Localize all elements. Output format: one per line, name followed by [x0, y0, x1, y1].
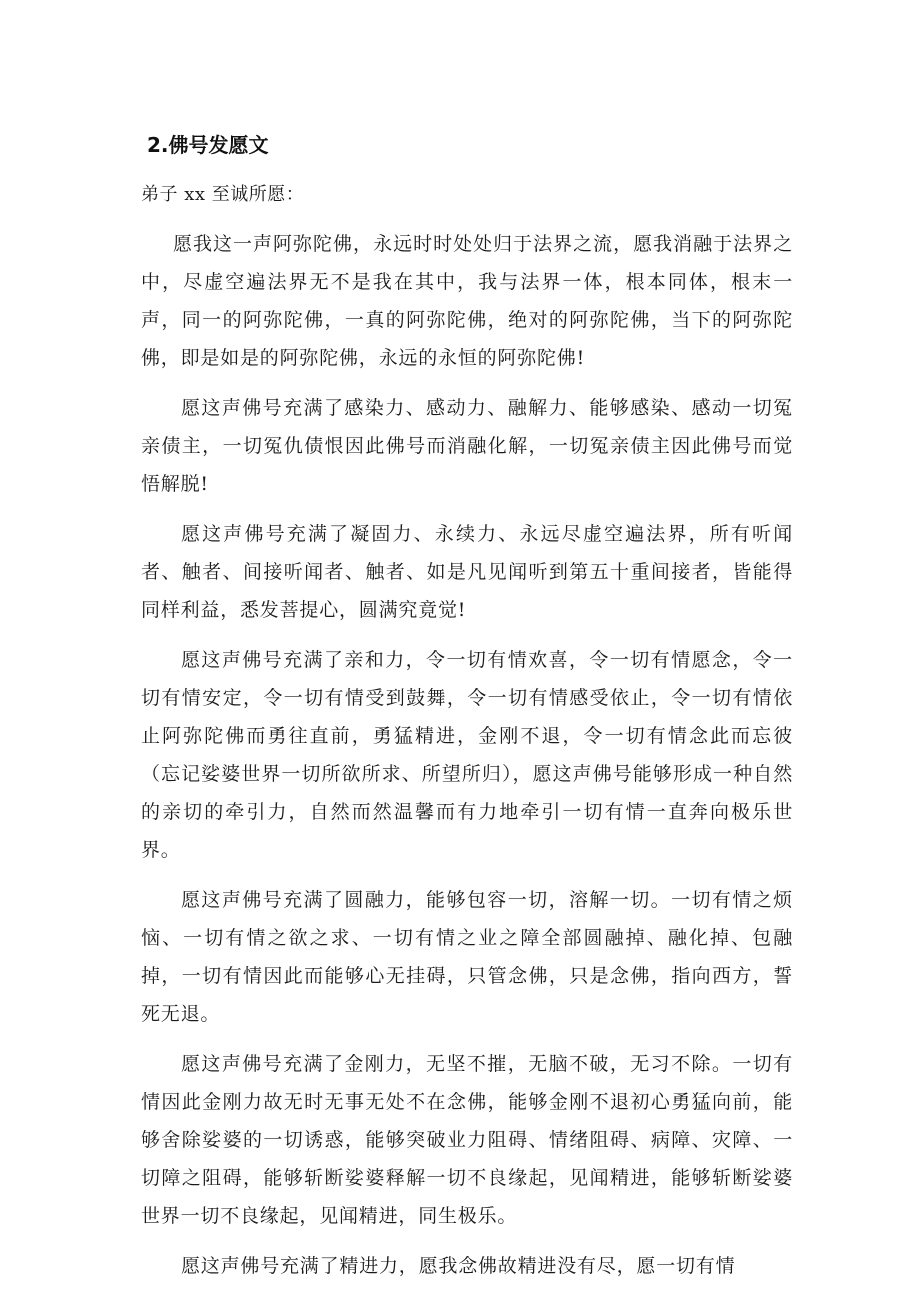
paragraph-diligence-power: 愿这声佛号充满了精进力，愿我念佛故精进没有尽，愿一切有情	[181, 1255, 736, 1277]
salutation-line: 弟子 xx 至诚所愿：	[141, 184, 305, 205]
paragraph-solidifying-power: 愿这声佛号充满了凝固力、永续力、永远尽虚空遍法界，所有听闻者、触者、间接听闻者、触者、如是凡见闻听到第五十重间接者，皆能得同样利益，悉发菩提心，圆满究竟觉!	[141, 523, 793, 621]
paragraph-dharma-realm: 愿我这一声阿弥陀佛，永远时时处处归于法界之流，愿我消融于法界之中，尽虚空遍法界无不是我在其中，我与法界一体，根本同体，根末一声，同一的阿弥陀佛，一真的阿弥陀佛，绝对的阿弥陀佛，当下的阿弥陀佛，即是如是的阿弥陀佛，永远的永恒的阿弥陀佛!	[141, 233, 793, 369]
paragraph-moving-power: 愿这声佛号充满了感染力、感动力、融解力、能够感染、感动一切冤亲债主，一切冤仇债恨因此佛号而消融化解，一切冤亲债主因此佛号而觉悟解脱!	[141, 397, 793, 495]
paragraph-harmonizing-power: 愿这声佛号充满了圆融力，能够包容一切，溶解一切。一切有情之烦恼、一切有情之欲之求、一切有情之业之障全部圆融掉、融化掉、包融掉，一切有情因此而能够心无挂碍，只管念佛，只是念佛，指向西方，誓死无退。	[141, 889, 793, 1025]
paragraph-affinity-power: 愿这声佛号充满了亲和力，令一切有情欢喜，令一切有情愿念，令一切有情安定，令一切有情受到鼓舞，令一切有情感受依止，令一切有情依止阿弥陀佛而勇往直前，勇猛精进，金刚不退，令一切有情念此而忘彼（忘记娑婆世界一切所欲所求、所望所归），愿这声佛号能够形成一种自然的亲切的牵引力，自然而然温馨而有力地牵引一切有情一直奔向极乐世界。	[141, 649, 793, 861]
document-body	[141, 130, 793, 1297]
paragraph-vajra-power: 愿这声佛号充满了金刚力，无坚不摧，无脑不破，无习不除。一切有情因此金刚力故无时无事无处不在念佛，能够金刚不退初心勇猛向前，能够舍除娑婆的一切诱惑，能够突破业力阻碍、情绪阻碍、病障、灾障、一切障之阻碍，能够斩断娑婆释解一切不良缘起，见闻精进，能够斩断娑婆世界一切不良缘起，见闻精进，同生极乐。	[141, 1053, 793, 1227]
section-heading: 2.佛号发愿文	[147, 133, 269, 157]
